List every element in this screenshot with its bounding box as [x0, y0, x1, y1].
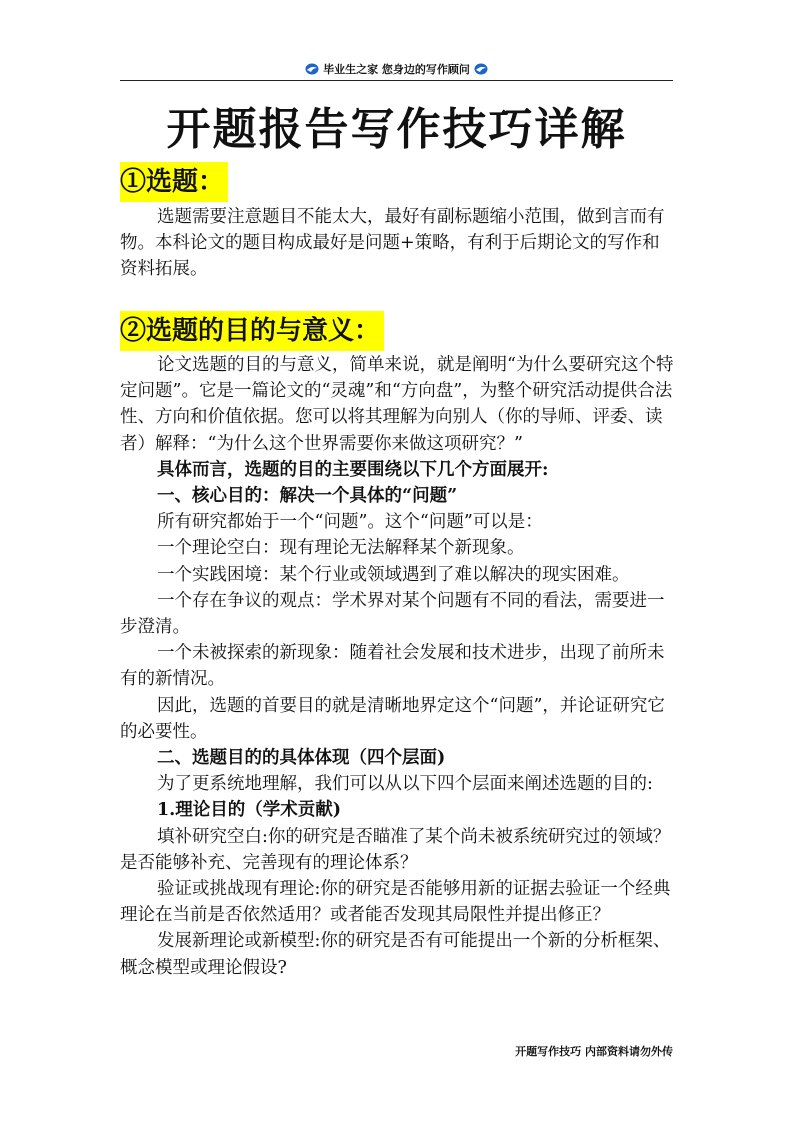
- paragraph: 一个未被探索的新现象：随着社会发展和技术进步，出现了前所未有的新情况。: [120, 643, 665, 690]
- paragraph: 所有研究都始于一个“问题”。这个“问题”可以是：: [157, 512, 543, 533]
- page-title: 开题报告写作技巧详解: [166, 104, 627, 155]
- section-topic-body: [120, 204, 675, 283]
- paragraph: 为了更系统地理解，我们可以从以下四个层面来阐述选题的目的:: [157, 774, 653, 795]
- paragraph: 发展新理论或新模型:你的研究是否有可能提出一个新的分析框架、概念模型或理论假设?: [120, 931, 671, 978]
- paragraph: 一个存在争议的观点：学术界对某个问题有不同的看法，需要进一步澄清。: [120, 590, 665, 638]
- paragraph: 选题需要注意题目不能太大，最好有副标题缩小范围，做到言而有物。本科论文的题目构成最好是问题+策略，有利于后期论文的写作和资料拓展。: [120, 207, 665, 280]
- paragraph: 验证或挑战现有理论:你的研究是否能够用新的证据去验证一个经典理论在当前是否依然适用？或者能否发现其局限性并提出修正？: [120, 879, 671, 926]
- section-purpose-body: [120, 352, 675, 981]
- section-heading-topic: ①选题：: [120, 162, 228, 202]
- page-footer: 开题写作技巧 内部资料请勿外传: [515, 1045, 673, 1058]
- paragraph: 填补研究空白:你的研究是否瞄准了某个尚未被系统研究过的领域？是否能够补充、完善现有的理论体系？: [120, 826, 671, 873]
- page-header: [120, 58, 673, 81]
- paragraph: 一个实践困境：某个行业或领域遇到了难以解决的现实困难。: [157, 564, 630, 585]
- header-text: 毕业生之家 您身边的写作顾问: [323, 63, 470, 76]
- section-heading-purpose: ②选题的目的与意义：: [120, 311, 384, 351]
- paragraph: 论文选题的目的与意义，简单来说，就是阐明“为什么要研究这个特定问题”。它是一篇论文的“灵魂”和“方向盘”，为整个研究活动提供合法性、方向和价值依据。您可以将其理解为向别人（你的导师、评委、读者）解释：“为什么这个世界需要你来做这项研究？”: [120, 355, 674, 454]
- paragraph: 一个理论空白：现有理论无法解释某个新现象。: [157, 538, 525, 559]
- subheading: 一、核心目的：解决一个具体的“问题”: [157, 486, 458, 507]
- paragraph: 因此，选题的首要目的就是清晰地界定这个“问题”，并论证研究它的必要性。: [120, 695, 665, 742]
- subheading: 1.理论目的（学术贡献): [157, 800, 342, 821]
- bird-logo-icon: [474, 63, 488, 75]
- paragraph-bold: 具体而言，选题的目的主要围绕以下几个方面展开:: [157, 459, 549, 480]
- subheading: 二、选题目的的具体体现（四个层面): [157, 748, 446, 769]
- bird-logo-icon: [305, 63, 319, 75]
